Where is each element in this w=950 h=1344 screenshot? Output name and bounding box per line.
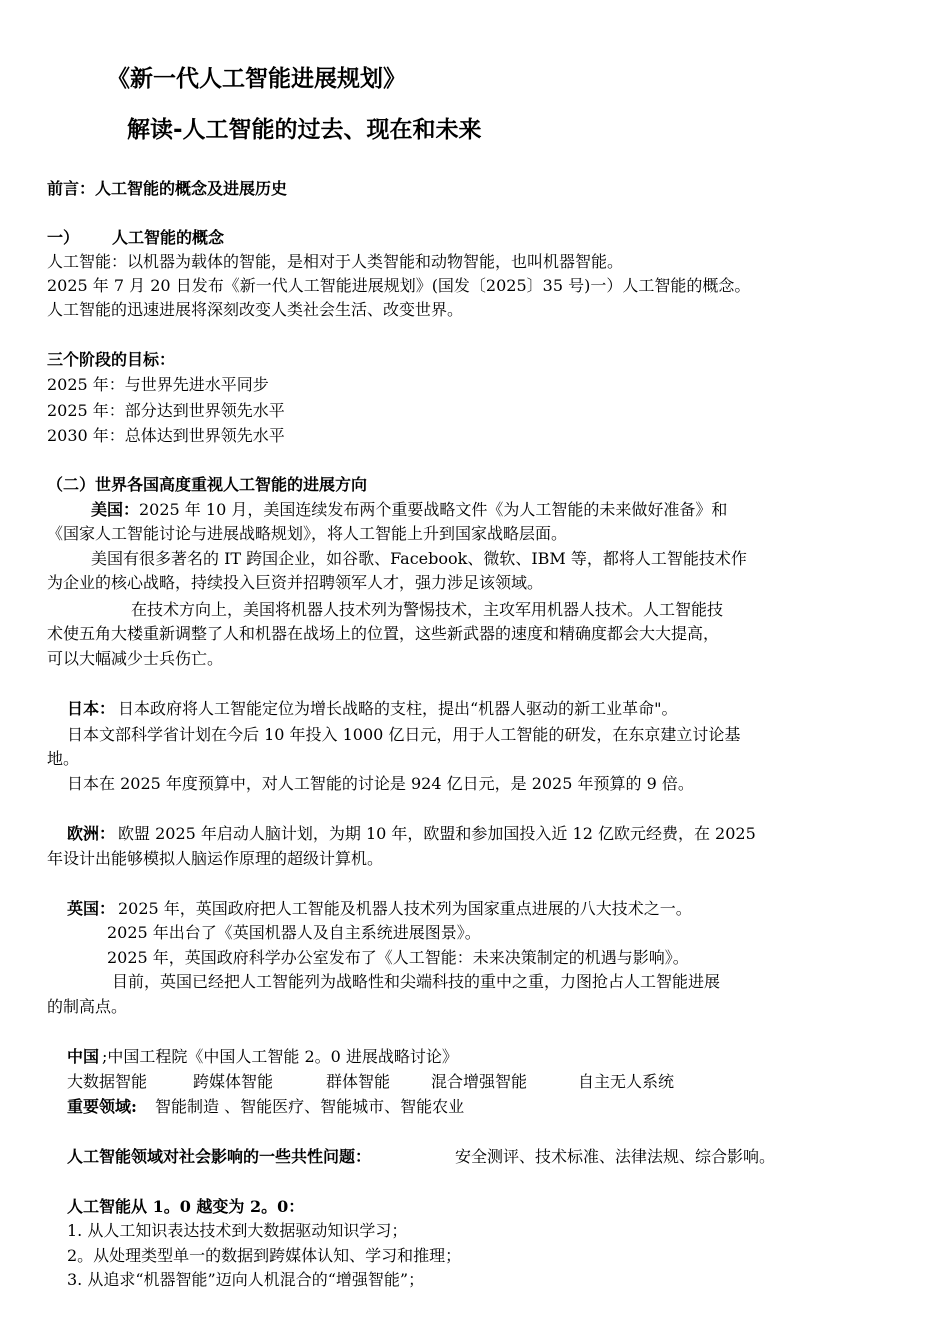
china-area: 群体智能 [326,1072,391,1091]
section1-number: 一） [47,228,80,247]
paragraph-line: 日本文部科学省计划在今后 10 年投入 1000 亿日元，用于人工智能的研发，在东京建立讨论基 [67,725,741,744]
key-areas-label: 重要领域: [67,1097,137,1116]
paragraph-line: 地。 [47,749,80,768]
paragraph-line: 安全测评、技术标准、法律法规、综合影响。 [455,1147,776,1166]
evolution-heading: 人工智能从 1。0 越变为 2。0： [67,1197,305,1216]
paragraph-line: 在技术方向上，美国将机器人技术列为警惕技术，主攻军用机器人技术。人工智能技 [131,600,724,619]
uk-label: 英国： [67,899,116,918]
paragraph-line: 2025 年出台了《英国机器人及自主系统进展图景》。 [107,923,481,942]
section2-heading: （二）世界各国高度重视人工智能的进展方向 [47,475,368,494]
evolution-item: 1. 从人工知识表达技术到大数据驱动知识学习； [67,1221,408,1240]
common-issues-label: 人工智能领域对社会影响的一些共性问题： [67,1147,372,1166]
goal-item: 2030 年：总体达到世界领先水平 [47,426,285,445]
evolution-item: 3. 从追求“机器智能”迈向人机混合的“增强智能”； [67,1270,425,1289]
china-area: 大数据智能 [67,1072,148,1091]
paragraph-line: 日本政府将人工智能定位为增长战略的支柱，提出“机器人驱动的新工业革命"。 [118,699,678,718]
document-subtitle: 解读-人工智能的过去、现在和未来 [127,117,482,143]
evolution-item: 2。从处理类型单一的数据到跨媒体认知、学习和推理； [67,1246,462,1265]
japan-label: 日本： [67,699,116,718]
paragraph-line: 人工智能的迅速进展将深刻改变人类社会生活、改变世界。 [47,300,464,319]
china-area: 自主无人系统 [578,1072,675,1091]
paragraph-line: 为企业的核心战略，持续投入巨资并招聘领军人才，强力涉足该领域。 [47,573,544,592]
paragraph-line: 智能制造 、智能医疗、智能城市、智能农业 [155,1097,465,1116]
paragraph-line: 年设计出能够模拟人脑运作原理的超级计算机。 [47,849,384,868]
section1-heading: 人工智能的概念 [112,228,225,247]
paragraph-line: 可以大幅减少士兵伤亡。 [47,649,224,668]
paragraph-line: 2025 年，英国政府科学办公室发布了《人工智能：未来决策制定的机遇与影响》。 [107,948,689,967]
paragraph-line: 目前，英国已经把人工智能列为战略性和尖端科技的重中之重，力图抢占人工智能进展 [112,972,721,991]
paragraph-line: 人工智能：以机器为载体的智能，是相对于人类智能和动物智能，也叫机器智能。 [47,252,624,271]
paragraph-line: 2025 年，英国政府把人工智能及机器人技术列为国家重点进展的八大技术之一。 [118,899,692,918]
china-label: 中国 [67,1047,100,1066]
goal-item: 2025 年：部分达到世界领先水平 [47,401,285,420]
paragraph-line: ;中国工程院《中国人工智能 2。0 进展战略讨论》 [102,1047,458,1066]
paragraph-line: 2025 年 10 月，美国连续发布两个重要战略文件《为人工智能的未来做好准备》和 [139,500,728,519]
paragraph-line: 的制高点。 [47,997,128,1016]
china-area: 混合增强智能 [431,1072,528,1091]
paragraph-line: 欧盟 2025 年启动人脑计划，为期 10 年，欧盟和参加国投入近 12 亿欧元经费，在 2025 [118,824,756,843]
usa-label: 美国： [91,500,140,519]
document-title: 《新一代人工智能进展规划》 [107,66,406,92]
paragraph-line: 2025 年 7 月 20 日发布《新一代人工智能进展规划》(国发〔2025〕35 号)一）人工智能的概念。 [47,276,751,295]
goal-item: 2025 年：与世界先进水平同步 [47,375,269,394]
paragraph-line: 《国家人工智能讨论与进展战略规划》，将人工智能上升到国家战略层面。 [47,524,568,543]
europe-label: 欧洲： [67,824,116,843]
china-area: 跨媒体智能 [193,1072,274,1091]
paragraph-line: 美国有很多著名的 IT 跨国企业，如谷歌、Facebook、微软、IBM 等，都将人工智能技术作 [91,549,747,568]
goals-heading: 三个阶段的目标： [47,350,176,369]
preface-heading: 前言：人工智能的概念及进展历史 [47,179,288,198]
paragraph-line: 日本在 2025 年度预算中，对人工智能的讨论是 924 亿日元，是 2025 年预算的 9 倍。 [67,774,694,793]
paragraph-line: 术使五角大楼重新调整了人和机器在战场上的位置，这些新武器的速度和精确度都会大大提高， [47,624,720,643]
